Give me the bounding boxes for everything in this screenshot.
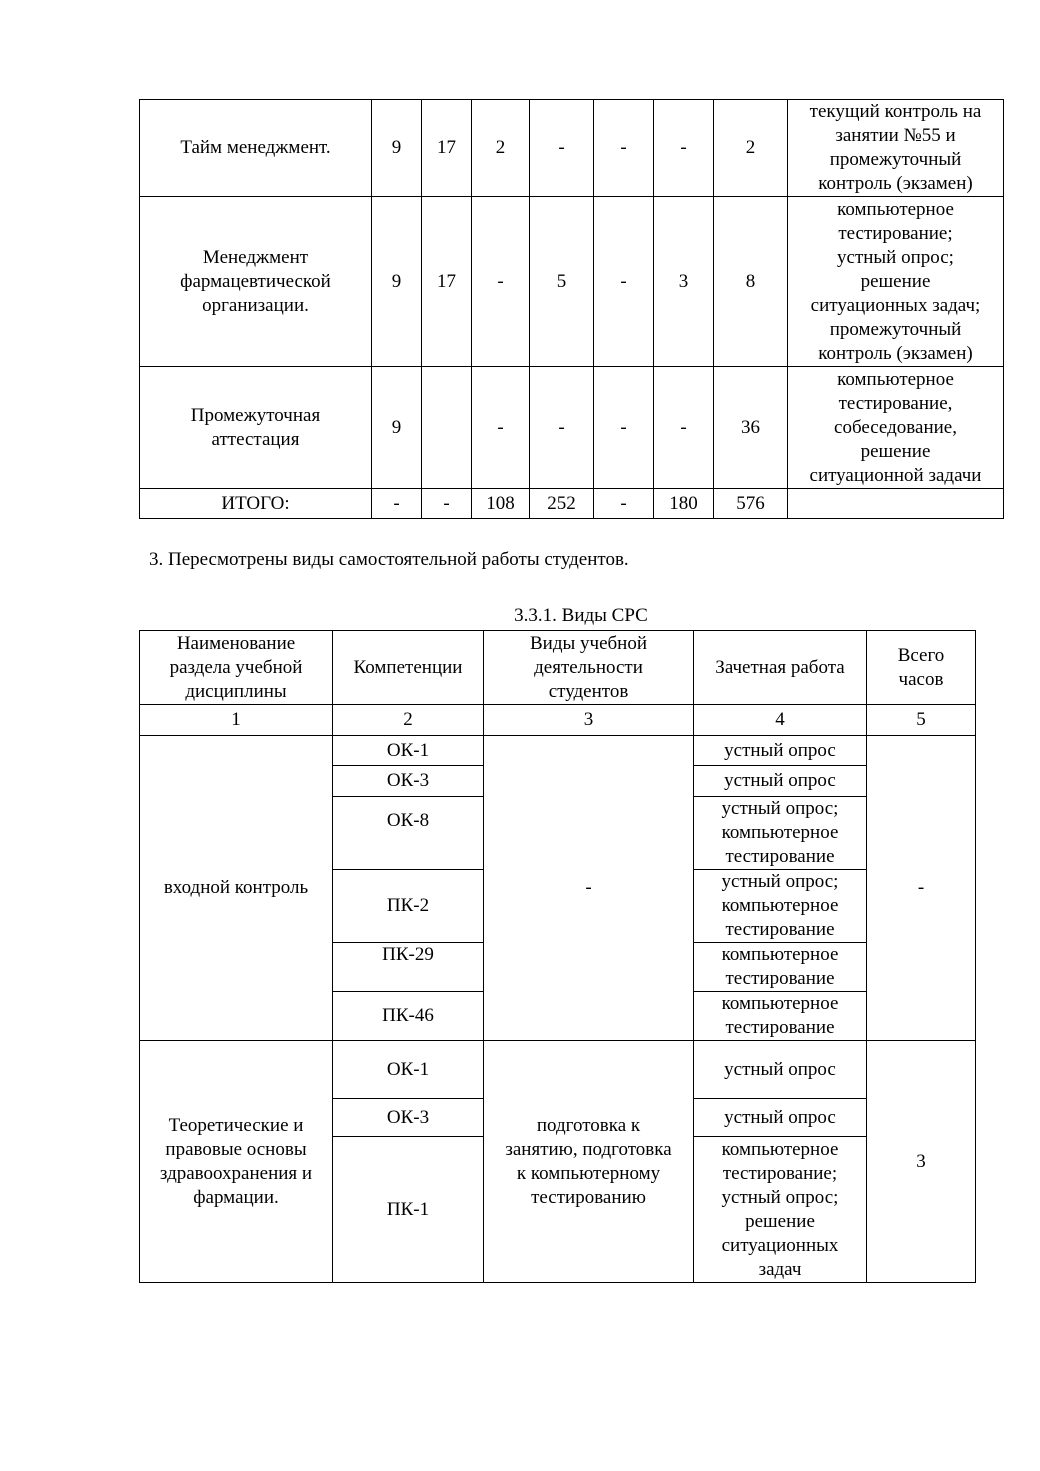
column-number: 4 xyxy=(694,705,867,736)
cell: 17 xyxy=(422,100,472,197)
cell: - xyxy=(372,489,422,519)
cell xyxy=(422,367,472,489)
credit-work: устный опрос xyxy=(694,766,867,797)
cell: 9 xyxy=(372,100,422,197)
cell: 3 xyxy=(654,197,714,367)
competency: ОК-3 xyxy=(333,1099,484,1137)
header-credit-work: Зачетная работа xyxy=(694,631,867,705)
table-row xyxy=(140,367,1004,489)
section-name: Тайм менеджмент. xyxy=(140,100,372,197)
column-number: 2 xyxy=(333,705,484,736)
cell: - xyxy=(530,100,594,197)
credit-work: компьютерное тестирование xyxy=(694,992,867,1041)
control-form xyxy=(788,489,1004,519)
cell: 8 xyxy=(714,197,788,367)
table-row xyxy=(140,1041,976,1099)
competency: ПК-2 xyxy=(333,870,484,943)
header-total-hours: Всего часов xyxy=(867,631,976,705)
total-label: ИТОГО: xyxy=(140,489,372,519)
total-hours: - xyxy=(867,736,976,1041)
cell: - xyxy=(530,367,594,489)
competency: ПК-46 xyxy=(333,992,484,1041)
cell: 36 xyxy=(714,367,788,489)
competency: ПК-29 xyxy=(333,943,484,992)
column-number: 1 xyxy=(140,705,333,736)
control-form: компьютерное тестирование; устный опрос; решение ситуационных задач; промежуточный контроль (экзамен) xyxy=(788,197,1004,367)
cell: - xyxy=(472,367,530,489)
number-row xyxy=(140,705,976,736)
table-row xyxy=(140,100,1004,197)
section-name: входной контроль xyxy=(140,736,333,1041)
table-row xyxy=(140,736,976,766)
credit-work: устный опрос xyxy=(694,1099,867,1137)
cell: - xyxy=(594,197,654,367)
credit-work: устный опрос xyxy=(694,1041,867,1099)
cell: 108 xyxy=(472,489,530,519)
cell: - xyxy=(594,367,654,489)
cell: 2 xyxy=(714,100,788,197)
header-row xyxy=(140,631,976,705)
total-hours: 3 xyxy=(867,1041,976,1283)
credit-work: компьютерное тестирование; устный опрос; решение ситуационных задач xyxy=(694,1137,867,1283)
cell: - xyxy=(472,197,530,367)
competency: ОК-1 xyxy=(333,1041,484,1099)
section-name: Менеджмент фармацевтической организации. xyxy=(140,197,372,367)
table-caption: 3.3.1. Виды СРС xyxy=(514,605,648,626)
column-number: 5 xyxy=(867,705,976,736)
competency: ОК-3 xyxy=(333,766,484,797)
activity: - xyxy=(484,736,694,1041)
activity: подготовка к занятию, подготовка к компьютерному тестированию xyxy=(484,1041,694,1283)
competency: ПК-1 xyxy=(333,1137,484,1283)
cell: 2 xyxy=(472,100,530,197)
hours-table xyxy=(139,99,1004,519)
cell: 252 xyxy=(530,489,594,519)
cell: 180 xyxy=(654,489,714,519)
cell: 17 xyxy=(422,197,472,367)
credit-work: устный опрос; компьютерное тестирование xyxy=(694,797,867,870)
cell: - xyxy=(654,367,714,489)
header-activities: Виды учебной деятельности студентов xyxy=(484,631,694,705)
cell: - xyxy=(654,100,714,197)
column-number: 3 xyxy=(484,705,694,736)
total-row xyxy=(140,489,1004,519)
control-form: компьютерное тестирование, собеседование, решение ситуационной задачи xyxy=(788,367,1004,489)
competency: ОК-8 xyxy=(333,797,484,870)
cell: 5 xyxy=(530,197,594,367)
cell: 576 xyxy=(714,489,788,519)
header-competencies: Компетенции xyxy=(333,631,484,705)
section-name: Теоретические и правовые основы здравоохранения и фармации. xyxy=(140,1041,333,1283)
section-name: Промежуточная аттестация xyxy=(140,367,372,489)
credit-work: компьютерное тестирование xyxy=(694,943,867,992)
cell: 9 xyxy=(372,367,422,489)
credit-work: устный опрос; компьютерное тестирование xyxy=(694,870,867,943)
cell: - xyxy=(594,489,654,519)
credit-work: устный опрос xyxy=(694,736,867,766)
competency: ОК-1 xyxy=(333,736,484,766)
paragraph: 3. Пересмотрены виды самостоятельной работы студентов. xyxy=(149,549,629,570)
table-row xyxy=(140,197,1004,367)
srs-table xyxy=(139,630,976,1283)
control-form: текущий контроль на занятии №55 и промежуточный контроль (экзамен) xyxy=(788,100,1004,197)
cell: - xyxy=(422,489,472,519)
header-section: Наименование раздела учебной дисциплины xyxy=(140,631,333,705)
cell: 9 xyxy=(372,197,422,367)
cell: - xyxy=(594,100,654,197)
